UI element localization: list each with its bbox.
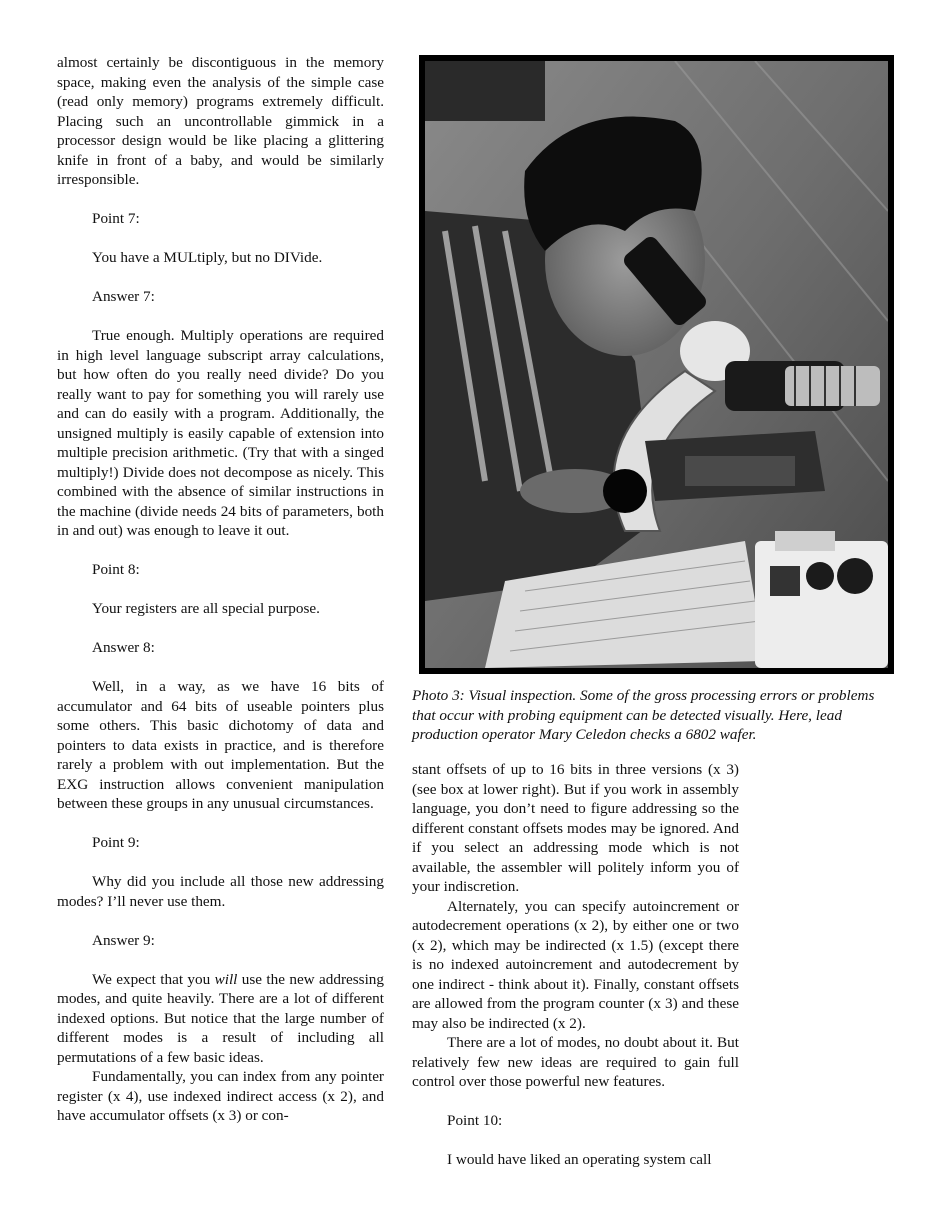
answer-9-pre: We expect that you xyxy=(92,970,215,988)
answer-8-text: Well, in a way, as we have 16 bits of accumulator and 64 bits of useable pointers plus some others. This basic dichotomy of data and pointers to data exists in practice, and is therefore rarely a problem with out implementation. But the EXG instruction allows convenient manipulation between these groups in any unusual circumstances. xyxy=(57,678,384,812)
answer-9-text xyxy=(57,970,384,1068)
left-column xyxy=(57,53,384,1126)
point-9-heading: Point 9: xyxy=(92,834,140,851)
point-9-text: Why did you include all those new addressing modes? I’ll never use them. xyxy=(57,873,384,910)
point-10-heading: Point 10: xyxy=(447,1112,503,1129)
answer-9-emphasis: will xyxy=(214,970,238,988)
answer-9-heading: Answer 9: xyxy=(92,931,155,949)
paragraph: There are a lot of modes, no doubt about it. But relatively few new ideas are required to gain full control over those powerful new features. xyxy=(412,1034,739,1090)
photo-visual-inspection xyxy=(419,55,894,674)
point-8-text: Your registers are all special purpose. xyxy=(92,600,320,617)
paragraph: almost certainly be discontiguous in the memory space, making even the analysis of the simple case (read only memory) programs extremely difficult. Placing such an uncontrollable gimmick in a processor design would be like placing a glittering knife in front of a baby, and would be similarly irresponsible. xyxy=(57,54,384,188)
fundamentally-paragraph: Fundamentally, you can index from any pointer register (x 4), use indexed indirect access (x 2), and have accumulator offsets (x 3) or con- xyxy=(57,1068,384,1124)
point-10-text: I would have liked an operating system call xyxy=(447,1151,712,1168)
right-column xyxy=(412,760,739,1170)
answer-7-heading: Answer 7: xyxy=(92,288,155,305)
microscope-operator-illustration xyxy=(425,61,888,668)
point-8-heading: Point 8: xyxy=(92,561,140,578)
photo-caption xyxy=(412,686,890,745)
point-7-heading: Point 7: xyxy=(92,210,140,227)
answer-7-text: True enough. Multiply operations are required in high level language subscript array calculations, but how often do you really need divide? Do you really want to pay for something you will rarely use and can do easily with a program. Additionally, the unsigned multiply is easily capable of extension into multiple precision arithmetic. (Try that with a singed multiply!) Divide does not decompose as nicely. This combined with the absence of similar instructions in the machine (divide needs 24 bits of parameters, both in and out) was enough to leave it out. xyxy=(57,327,384,539)
answer-8-heading: Answer 8: xyxy=(92,639,155,656)
paragraph: Alternately, you can specify autoincrement or autodecrement operations (x 2), by either one or two (x 2), which may be indirected (x 1.5) (except there is no indexed autoincrement and autodecrement by one indirect - think about it). Finally, constant offsets are allowed from the program counter (x 3) and these may also be indirected (x 2). xyxy=(412,897,739,1032)
answer-9-post: use the new addressing modes, and quite heavily. There are a lot of different indexed options. But notice that the large number of different modes is a result of including all permutations of a few basic ideas. xyxy=(57,970,384,1066)
caption-text: Photo 3: Visual inspection. Some of the gross processing errors or problems that occur with probing equipment can be detected visually. Here, lead production operator Mary Celedon checks a 6802 wafer. xyxy=(412,687,875,743)
point-7-text: You have a MULtiply, but no DIVide. xyxy=(92,249,323,266)
paragraph: stant offsets of up to 16 bits in three versions (x 3) (see box at lower right). But if you work in assembly language, you don’t need to figure addressing so the different constant offsets modes may be ignored. And if you select an addressing mode which is not available, the assembler will politely inform you of your indiscretion. xyxy=(412,761,739,895)
